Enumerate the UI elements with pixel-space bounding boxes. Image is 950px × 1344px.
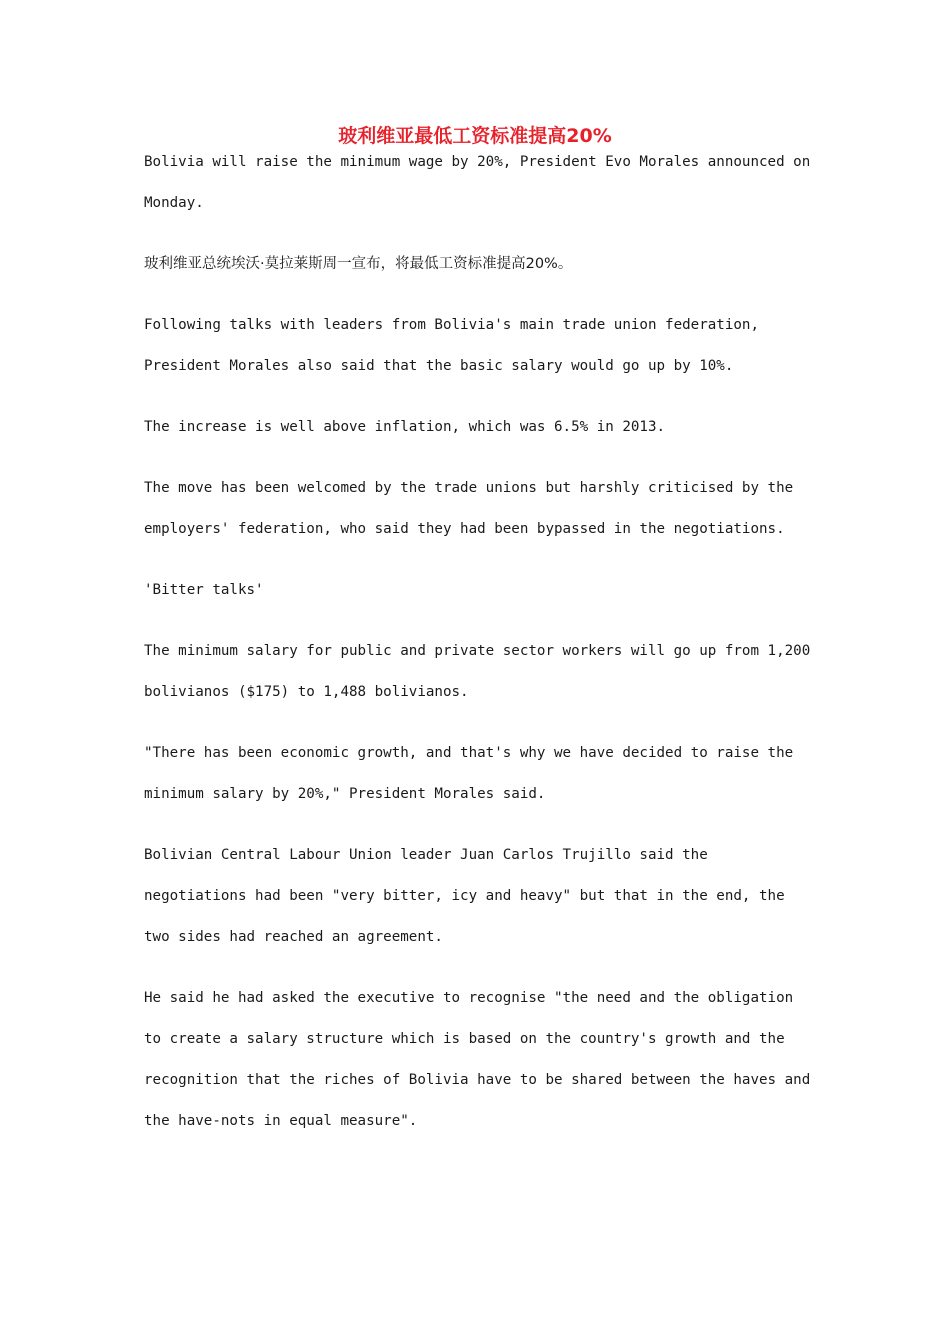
text-line: two sides had reached an agreement. — [144, 929, 443, 945]
text-line: Bolivian Central Labour Union leader Juan Carlos Trujillo said the — [144, 847, 708, 863]
text-line: "There has been economic growth, and that's why we have decided to raise the — [144, 745, 794, 761]
document-title: 玻利维亚最低工资标准提高20% — [338, 125, 612, 147]
text-line: The increase is well above inflation, which was 6.5% in 2013. — [144, 419, 666, 435]
text-line: He said he had asked the executive to recognise "the need and the obligation — [144, 990, 794, 1006]
text-line: minimum salary by 20%," President Morales said. — [144, 786, 546, 802]
text-line-chinese: 玻利维亚总统埃沃·莫拉莱斯周一宣布，将最低工资标准提高20%。 — [144, 256, 573, 272]
text-line: the have-nots in equal measure". — [144, 1113, 418, 1129]
text-line: Following talks with leaders from Bolivia's main trade union federation, — [144, 317, 759, 333]
text-line: bolivianos ($175) to 1,488 bolivianos. — [144, 684, 469, 700]
text-line: Bolivia will raise the minimum wage by 20%, President Evo Morales announced on — [144, 154, 811, 170]
section-heading: 'Bitter talks' — [144, 582, 264, 598]
text-line: employers' federation, who said they had been bypassed in the negotiations. — [144, 521, 785, 537]
text-line: President Morales also said that the basic salary would go up by 10%. — [144, 358, 734, 374]
text-line: to create a salary structure which is based on the country's growth and the — [144, 1031, 785, 1047]
text-line: recognition that the riches of Bolivia have to be shared between the haves and — [144, 1072, 811, 1088]
text-line: The minimum salary for public and private sector workers will go up from 1,200 — [144, 643, 811, 659]
text-line: Monday. — [144, 195, 204, 211]
text-line: The move has been welcomed by the trade unions but harshly criticised by the — [144, 480, 794, 496]
text-line: negotiations had been "very bitter, icy and heavy" but that in the end, the — [144, 888, 785, 904]
